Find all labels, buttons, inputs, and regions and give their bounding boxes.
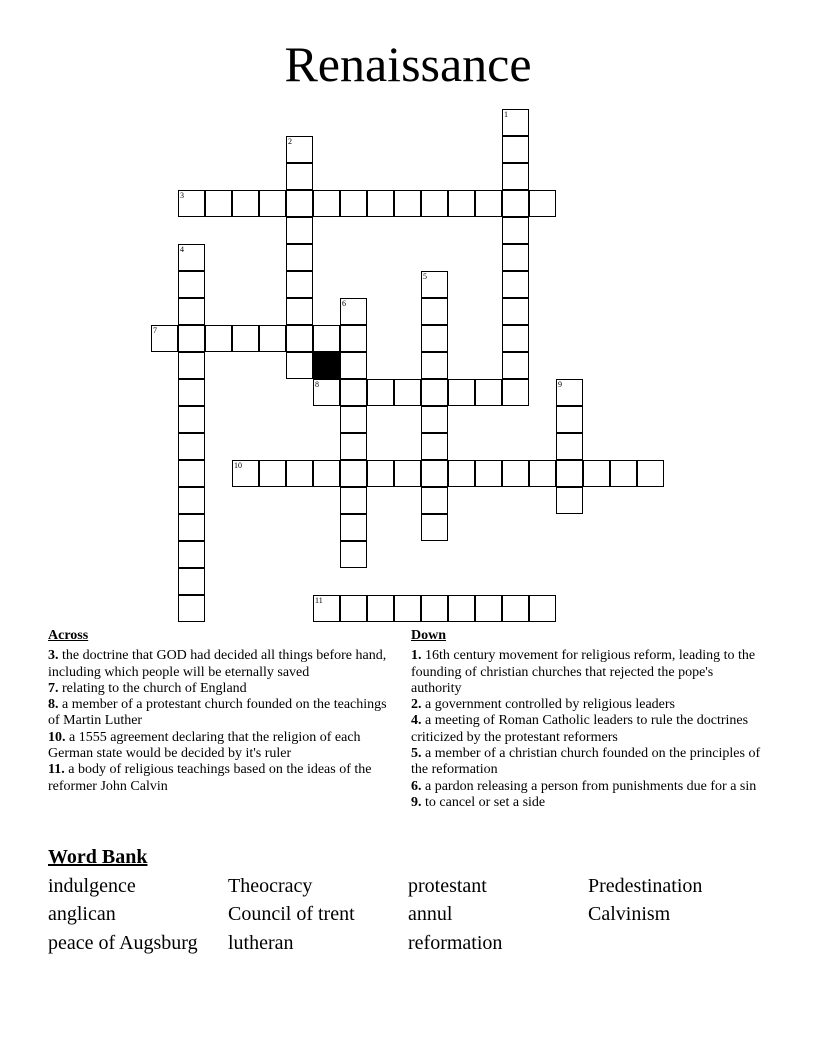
crossword-cell[interactable] <box>232 460 259 487</box>
crossword-cell[interactable] <box>286 460 313 487</box>
crossword-cell[interactable] <box>502 109 529 136</box>
crossword-cell[interactable] <box>502 163 529 190</box>
crossword-cell[interactable] <box>448 190 475 217</box>
crossword-cell[interactable] <box>421 433 448 460</box>
word-bank-word: lutheran <box>228 932 294 954</box>
crossword-cell[interactable] <box>178 352 205 379</box>
black-square <box>313 352 340 379</box>
crossword-cell[interactable] <box>502 217 529 244</box>
down-clue <box>411 713 761 746</box>
crossword-cell[interactable] <box>286 325 313 352</box>
crossword-cell[interactable] <box>583 460 610 487</box>
crossword-cell[interactable] <box>421 487 448 514</box>
clue-number: 8. <box>48 697 59 713</box>
clue-number: 6. <box>411 778 422 794</box>
crossword-cell[interactable] <box>178 190 205 217</box>
word-bank-word: anglican <box>48 903 116 925</box>
clue-text: a meeting of Roman Catholic leaders to rule the doctrines criticized by the protestant reformers <box>411 713 749 745</box>
crossword-cell[interactable] <box>232 325 259 352</box>
clue-text: 16th century movement for religious reform, leading to the founding of christian churches that rejected the pope's authority <box>411 648 756 696</box>
crossword-cell[interactable] <box>556 460 583 487</box>
crossword-cell[interactable] <box>475 379 502 406</box>
crossword-cell[interactable] <box>178 244 205 271</box>
word-bank-word: protestant <box>408 875 487 897</box>
word-bank-word: peace of Augsburg <box>48 932 198 954</box>
crossword-cell[interactable] <box>340 541 367 568</box>
crossword-cell[interactable] <box>178 514 205 541</box>
clue-number: 3. <box>48 648 59 664</box>
crossword-cell[interactable] <box>502 352 529 379</box>
crossword-cell[interactable] <box>448 460 475 487</box>
crossword-cell[interactable] <box>502 190 529 217</box>
crossword-cell[interactable] <box>502 595 529 622</box>
crossword-cell[interactable] <box>205 325 232 352</box>
crossword-cell[interactable] <box>556 487 583 514</box>
crossword-cell[interactable] <box>421 271 448 298</box>
crossword-cell[interactable] <box>421 595 448 622</box>
crossword-cell[interactable] <box>286 163 313 190</box>
word-bank-word: Council of trent <box>228 903 355 925</box>
crossword-cell[interactable] <box>421 379 448 406</box>
crossword-cell[interactable] <box>313 190 340 217</box>
crossword-cell[interactable] <box>448 379 475 406</box>
crossword-cell[interactable] <box>178 271 205 298</box>
word-bank-word: Predestination <box>588 875 703 897</box>
crossword-cell[interactable] <box>178 487 205 514</box>
crossword-cell[interactable] <box>313 460 340 487</box>
clue-text: a body of religious teachings based on the ideas of the reformer John Calvin <box>48 762 372 794</box>
crossword-cell[interactable] <box>340 514 367 541</box>
crossword-cell[interactable] <box>178 433 205 460</box>
word-bank-word: Calvinism <box>588 903 671 925</box>
crossword-cell[interactable] <box>421 325 448 352</box>
clue-number: 2. <box>411 697 422 713</box>
across-clue <box>48 762 398 795</box>
across-clue <box>48 697 398 730</box>
crossword-cell[interactable] <box>502 460 529 487</box>
word-bank-word: Theocracy <box>228 875 313 897</box>
crossword-cell[interactable] <box>394 379 421 406</box>
across-clue <box>48 730 398 763</box>
clue-number: 5. <box>411 746 422 762</box>
crossword-cell[interactable] <box>367 460 394 487</box>
across-clues <box>48 628 398 795</box>
crossword-cell[interactable] <box>340 433 367 460</box>
crossword-cell[interactable] <box>394 595 421 622</box>
crossword-cell[interactable] <box>259 325 286 352</box>
crossword-cell[interactable] <box>556 406 583 433</box>
clue-number-label: 6 <box>342 299 346 308</box>
crossword-cell[interactable] <box>313 379 340 406</box>
crossword-cell[interactable] <box>556 379 583 406</box>
crossword-cell[interactable] <box>529 190 556 217</box>
crossword-cell[interactable] <box>340 595 367 622</box>
crossword-cell[interactable] <box>232 190 259 217</box>
clue-number: 10. <box>48 729 66 745</box>
crossword-cell[interactable] <box>178 325 205 352</box>
crossword-cell[interactable] <box>421 460 448 487</box>
clue-text: a member of a christian church founded on the principles of the reformation <box>411 746 761 778</box>
crossword-cell[interactable] <box>421 190 448 217</box>
across-clue <box>48 681 398 697</box>
word-bank-word: indulgence <box>48 875 136 897</box>
down-clue <box>411 746 761 779</box>
down-heading: Down <box>411 628 447 643</box>
crossword-cell[interactable] <box>286 271 313 298</box>
clue-number: 11. <box>48 762 65 778</box>
crossword-cell[interactable] <box>313 325 340 352</box>
crossword-cell[interactable] <box>286 298 313 325</box>
crossword-cell[interactable] <box>367 595 394 622</box>
across-clue <box>48 648 398 681</box>
clue-text: relating to the church of England <box>62 680 247 696</box>
word-bank-word: annul <box>408 903 453 925</box>
crossword-cell[interactable] <box>421 352 448 379</box>
clue-number-label: 4 <box>180 245 184 254</box>
clue-text: a pardon releasing a person from punishments due for a sin <box>425 778 757 794</box>
crossword-cell[interactable] <box>502 325 529 352</box>
crossword-cell[interactable] <box>502 271 529 298</box>
crossword-cell[interactable] <box>421 514 448 541</box>
crossword-cell[interactable] <box>394 190 421 217</box>
clue-number-label: 11 <box>315 596 323 605</box>
crossword-cell[interactable] <box>151 325 178 352</box>
crossword-cell[interactable] <box>421 298 448 325</box>
crossword-cell[interactable] <box>178 379 205 406</box>
clue-number-label: 2 <box>288 137 292 146</box>
word-bank-word: reformation <box>408 932 503 954</box>
crossword-cell[interactable] <box>340 406 367 433</box>
crossword-cell[interactable] <box>205 190 232 217</box>
down-clue <box>411 795 761 811</box>
crossword-cell[interactable] <box>421 406 448 433</box>
crossword-cell[interactable] <box>529 595 556 622</box>
crossword-cell[interactable] <box>178 406 205 433</box>
down-clues <box>411 628 761 811</box>
crossword-cell[interactable] <box>286 217 313 244</box>
crossword-cell[interactable] <box>286 190 313 217</box>
crossword-cell[interactable] <box>556 433 583 460</box>
clue-text: to cancel or set a side <box>425 794 546 810</box>
crossword-cell[interactable] <box>367 190 394 217</box>
crossword-cell[interactable] <box>286 352 313 379</box>
crossword-cell[interactable] <box>637 460 664 487</box>
clue-number: 1. <box>411 648 422 664</box>
clue-text: a member of a protestant church founded on the teachings of Martin Luther <box>48 697 387 729</box>
crossword-cell[interactable] <box>286 244 313 271</box>
crossword-cell[interactable] <box>178 568 205 595</box>
across-heading: Across <box>48 628 89 643</box>
crossword-cell[interactable] <box>178 298 205 325</box>
clue-number: 4. <box>411 713 422 729</box>
crossword-cell[interactable] <box>448 595 475 622</box>
crossword-cell[interactable] <box>178 595 205 622</box>
crossword-cell[interactable] <box>259 460 286 487</box>
crossword-cell[interactable] <box>340 487 367 514</box>
crossword-cell[interactable] <box>367 379 394 406</box>
crossword-cell[interactable] <box>313 595 340 622</box>
clue-number-label: 10 <box>234 461 242 470</box>
crossword-cell[interactable] <box>475 595 502 622</box>
clue-number-label: 1 <box>504 110 508 119</box>
crossword-cell[interactable] <box>394 460 421 487</box>
crossword-cell[interactable] <box>475 190 502 217</box>
clue-number-label: 8 <box>315 380 319 389</box>
crossword-cell[interactable] <box>178 460 205 487</box>
crossword-cell[interactable] <box>259 190 286 217</box>
clue-number-label: 3 <box>180 191 184 200</box>
clue-text: a government controlled by religious leaders <box>425 697 675 713</box>
clue-text: the doctrine that GOD had decided all things before hand, including which people will be eternally saved <box>48 648 387 680</box>
crossword-cell[interactable] <box>610 460 637 487</box>
clue-number: 7. <box>48 680 59 696</box>
page-title: Renaissance <box>284 36 532 92</box>
crossword-cell[interactable] <box>502 244 529 271</box>
crossword-cell[interactable] <box>340 298 367 325</box>
crossword-cell[interactable] <box>340 379 367 406</box>
crossword-cell[interactable] <box>178 541 205 568</box>
clue-number-label: 7 <box>153 326 157 335</box>
down-clue <box>411 697 761 713</box>
crossword-cell[interactable] <box>340 190 367 217</box>
crossword-cell[interactable] <box>340 325 367 352</box>
clue-number-label: 5 <box>423 272 427 281</box>
crossword-cell[interactable] <box>340 352 367 379</box>
crossword-cell[interactable] <box>286 136 313 163</box>
crossword-cell[interactable] <box>502 379 529 406</box>
down-clue <box>411 648 761 697</box>
clue-text: a 1555 agreement declaring that the religion of each German state would be decided by it's ruler <box>48 729 361 762</box>
down-clue <box>411 779 761 795</box>
clue-number: 9. <box>411 794 422 810</box>
crossword-cell[interactable] <box>502 298 529 325</box>
crossword-cell[interactable] <box>502 136 529 163</box>
word-bank-heading: Word Bank <box>48 846 148 868</box>
crossword-cell[interactable] <box>529 460 556 487</box>
crossword-cell[interactable] <box>340 460 367 487</box>
clue-number-label: 9 <box>558 380 562 389</box>
crossword-cell[interactable] <box>475 460 502 487</box>
